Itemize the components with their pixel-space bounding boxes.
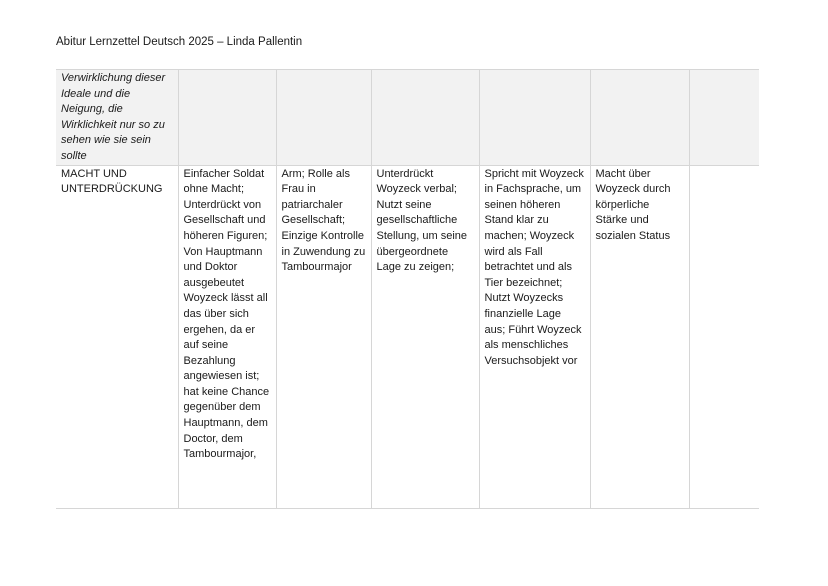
table-cell-woyzeck: Einfacher Soldat ohne Macht; Unterdrückt von Gesellschaft und höheren Figuren; Von Hauptmann und Doktor ausgebeutet Woyzeck lässt all das über sich ergehen, da er auf seine Bezahlung angewiesen ist; hat keine Chance gegenüber dem Hauptmann, dem Doctor, dem Tambourmajor, (178, 165, 276, 508)
table-cell-empty (178, 70, 276, 166)
table-cell-theme: MACHT UND UNTERDRÜCKUNG (56, 165, 178, 508)
table-cell-empty (590, 70, 689, 166)
table-cell-marie: Arm; Rolle als Frau in patriarchaler Gesellschaft; Einzige Kontrolle in Zuwendung zu Tambourmajor (276, 165, 371, 508)
table-cell-ideal-description: Verwirklichung dieser Ideale und die Neigung, die Wirklichkeit nur so zu sehen wie sie sein sollte (56, 70, 178, 166)
table-row-ideal (56, 70, 759, 166)
notes-table (56, 69, 759, 509)
table-cell-empty (371, 70, 479, 166)
table-cell-empty (479, 70, 590, 166)
document-header: Abitur Lernzettel Deutsch 2025 – Linda Pallentin (56, 36, 303, 48)
table-cell-empty (276, 70, 371, 166)
table-cell-hauptmann: Unterdrückt Woyzeck verbal; Nutzt seine gesellschaftliche Stellung, um seine übergeordnete Lage zu zeigen; (371, 165, 479, 508)
table-cell-empty (689, 70, 759, 166)
table-row-macht (56, 165, 759, 508)
table-cell-empty (689, 165, 759, 508)
table-cell-doktor: Spricht mit Woyzeck in Fachsprache, um seinen höheren Stand klar zu machen; Woyzeck wird als Fall betrachtet und als Tier bezeichnet; Nutzt Woyzecks finanzielle Lage aus; Führt Woyzeck als menschliches Versuchsobjekt vor (479, 165, 590, 508)
table-cell-tambourmajor: Macht über Woyzeck durch körperliche Stärke und sozialen Status (590, 165, 689, 508)
